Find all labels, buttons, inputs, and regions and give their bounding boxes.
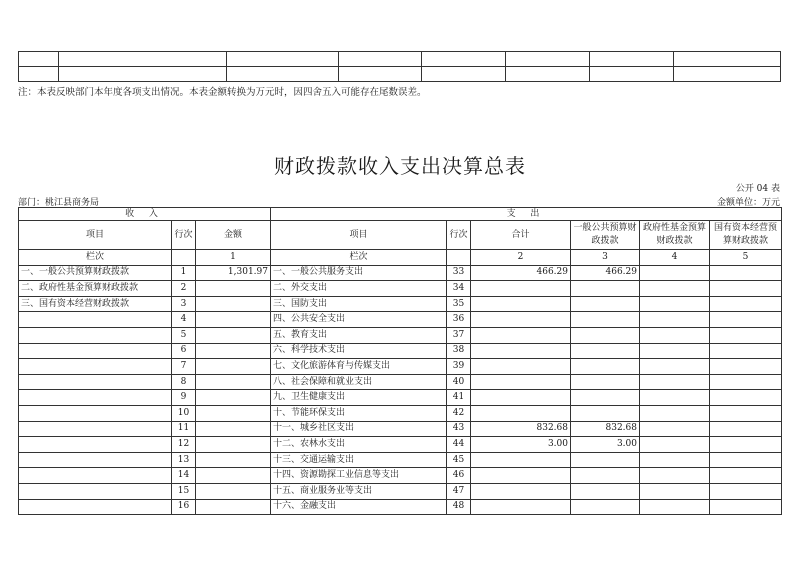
expense-item-cell: 十一、城乡社区支出 [271,421,447,437]
expense-item-cell: 十三、交通运输支出 [271,452,447,468]
form-code: 公开 04 表 [735,184,780,194]
general-budget-cell [571,327,640,343]
expense-line-cell: 42 [447,405,471,421]
general-budget-cell [571,483,640,499]
income-amount-cell [196,296,271,312]
table-row [19,359,782,375]
state-capital-cell [710,499,782,515]
expense-item-cell: 四、公共安全支出 [271,312,447,328]
table-note: 注：本表反映部门本年度各项支出情况。本表金额转换为万元时，因四舍五入可能存在尾数误差。 [18,87,427,98]
state-capital-cell [710,327,782,343]
income-item-cell: 三、国有资本经营财政拨款 [19,296,172,312]
table-row [19,281,782,297]
state-capital-cell [710,374,782,390]
income-amount-cell [196,437,271,453]
total-cell [471,327,571,343]
income-item-cell [19,405,172,421]
expense-item-cell: 三、国防支出 [271,296,447,312]
income-amount-cell [196,405,271,421]
table-row [19,483,782,499]
income-amount-cell [196,327,271,343]
government-fund-cell [640,312,710,328]
expense-line-cell: 45 [447,452,471,468]
income-amount-cell [196,312,271,328]
expense-line-cell: 44 [447,437,471,453]
header-amount: 金额 [196,221,271,250]
section-header-row [19,208,782,221]
total-cell [471,343,571,359]
state-capital-cell [710,421,782,437]
income-line-cell: 2 [172,281,196,297]
income-line-cell: 7 [172,359,196,375]
income-line-cell: 13 [172,452,196,468]
expense-item-cell: 五、教育支出 [271,327,447,343]
state-capital-cell [710,296,782,312]
state-capital-cell [710,468,782,484]
income-line-cell: 5 [172,327,196,343]
expense-line-cell: 36 [447,312,471,328]
state-capital-cell [710,265,782,281]
income-amount-cell [196,281,271,297]
income-item-cell [19,359,172,375]
income-line-cell: 11 [172,421,196,437]
income-line-cell: 16 [172,499,196,515]
total-cell [471,359,571,375]
income-line-cell: 15 [172,483,196,499]
state-capital-cell [710,359,782,375]
income-amount-cell [196,343,271,359]
income-item-cell [19,312,172,328]
table-row [19,452,782,468]
state-capital-cell [710,483,782,499]
header-total: 合计 [471,221,571,250]
income-amount-cell [196,359,271,375]
expense-line-cell: 39 [447,359,471,375]
income-amount-cell [196,452,271,468]
general-budget-cell [571,296,640,312]
state-capital-cell [710,281,782,297]
column-header-row [19,221,782,250]
income-item-cell: 二、政府性基金预算财政拨款 [19,281,172,297]
column-number-label-expense: 栏次 [271,250,447,266]
income-line-cell: 8 [172,374,196,390]
income-amount-cell [196,374,271,390]
state-capital-cell [710,312,782,328]
income-item-cell [19,499,172,515]
government-fund-cell [640,405,710,421]
column-number-4: 4 [640,250,710,266]
expense-line-cell: 48 [447,499,471,515]
table-row [19,312,782,328]
table-row [19,405,782,421]
expense-item-cell: 八、社会保障和就业支出 [271,374,447,390]
government-fund-cell [640,421,710,437]
header-line-expense: 行次 [447,221,471,250]
header-general-budget: 一般公共预算财政拨款 [571,221,640,250]
government-fund-cell [640,390,710,406]
table-row [19,52,781,67]
department-label: 部门：桃江县商务局 [18,198,100,208]
state-capital-cell [710,343,782,359]
government-fund-cell [640,483,710,499]
general-budget-cell [571,452,640,468]
income-amount-cell [196,390,271,406]
total-cell [471,405,571,421]
income-item-cell [19,374,172,390]
income-line-cell: 12 [172,437,196,453]
expense-item-cell: 十六、金融支出 [271,499,447,515]
income-line-cell: 4 [172,312,196,328]
income-line-cell: 9 [172,390,196,406]
government-fund-cell [640,468,710,484]
table-row [19,499,782,515]
expense-item-cell: 十、节能环保支出 [271,405,447,421]
total-cell [471,390,571,406]
government-fund-cell [640,452,710,468]
page-title: 财政拨款收入支出决算总表 [274,154,526,178]
income-line-cell: 1 [172,265,196,281]
income-item-cell [19,327,172,343]
header-item-expense: 项目 [271,221,447,250]
income-item-cell [19,483,172,499]
government-fund-cell [640,265,710,281]
table-row [19,343,782,359]
income-line-cell: 10 [172,405,196,421]
general-budget-cell [571,343,640,359]
expense-line-cell: 43 [447,421,471,437]
table-body [19,265,782,515]
government-fund-cell [640,437,710,453]
table-row [19,421,782,437]
header-government-fund: 政府性基金预算财政拨款 [640,221,710,250]
total-cell: 832.68 [471,421,571,437]
total-cell [471,468,571,484]
government-fund-cell [640,499,710,515]
income-amount-cell [196,483,271,499]
expense-line-cell: 41 [447,390,471,406]
general-budget-cell [571,281,640,297]
income-item-cell [19,468,172,484]
state-capital-cell [710,390,782,406]
expense-section-header: 支 出 [271,208,782,221]
income-item-cell [19,390,172,406]
previous-table-fragment [18,51,781,82]
government-fund-cell [640,296,710,312]
income-item-cell [19,452,172,468]
table-row [19,468,782,484]
general-budget-cell: 3.00 [571,437,640,453]
state-capital-cell [710,452,782,468]
general-budget-cell [571,405,640,421]
income-amount-cell: 1,301.97 [196,265,271,281]
expense-line-cell: 46 [447,468,471,484]
table-row [19,327,782,343]
total-cell: 466.29 [471,265,571,281]
expense-line-cell: 34 [447,281,471,297]
government-fund-cell [640,359,710,375]
expense-item-cell: 九、卫生健康支出 [271,390,447,406]
column-number-1: 1 [196,250,271,266]
header-line: 行次 [172,221,196,250]
government-fund-cell [640,327,710,343]
government-fund-cell [640,281,710,297]
general-budget-cell [571,374,640,390]
expense-item-cell: 一、一般公共服务支出 [271,265,447,281]
income-amount-cell [196,421,271,437]
total-cell [471,483,571,499]
general-budget-cell [571,312,640,328]
table-row [19,390,782,406]
total-cell [471,452,571,468]
column-number-5: 5 [710,250,782,266]
state-capital-cell [710,437,782,453]
column-number-label: 栏次 [19,250,172,266]
table-row [19,265,782,281]
table-row [19,374,782,390]
total-cell [471,499,571,515]
general-budget-cell [571,359,640,375]
table-row [19,437,782,453]
expense-item-cell: 十五、商业服务业等支出 [271,483,447,499]
total-cell [471,312,571,328]
total-cell [471,281,571,297]
income-item-cell [19,421,172,437]
income-line-cell: 6 [172,343,196,359]
general-budget-cell [571,390,640,406]
income-line-cell: 3 [172,296,196,312]
general-budget-cell [571,468,640,484]
general-budget-cell [571,499,640,515]
income-amount-cell [196,468,271,484]
expense-line-cell: 37 [447,327,471,343]
unit-label: 金额单位：万元 [716,198,780,208]
income-line-cell: 14 [172,468,196,484]
income-item-cell: 一、一般公共预算财政拨款 [19,265,172,281]
expense-line-cell: 38 [447,343,471,359]
column-number-3: 3 [571,250,640,266]
income-section-header: 收 入 [19,208,271,221]
header-item: 项目 [19,221,172,250]
government-fund-cell [640,374,710,390]
income-item-cell [19,343,172,359]
income-amount-cell [196,499,271,515]
expense-line-cell: 40 [447,374,471,390]
expense-item-cell: 七、文化旅游体育与传媒支出 [271,359,447,375]
fiscal-summary-table [18,207,782,515]
income-item-cell [19,437,172,453]
expense-item-cell: 六、科学技术支出 [271,343,447,359]
table-row [19,67,781,82]
header-state-capital: 国有资本经营预算财政拨款 [710,221,782,250]
state-capital-cell [710,405,782,421]
expense-item-cell: 二、外交支出 [271,281,447,297]
government-fund-cell [640,343,710,359]
table-row [19,296,782,312]
expense-item-cell: 十二、农林水支出 [271,437,447,453]
expense-line-cell: 47 [447,483,471,499]
column-number-2: 2 [471,250,571,266]
expense-line-cell: 33 [447,265,471,281]
general-budget-cell: 466.29 [571,265,640,281]
total-cell [471,374,571,390]
column-number-row [19,250,782,266]
total-cell: 3.00 [471,437,571,453]
general-budget-cell: 832.68 [571,421,640,437]
expense-item-cell: 十四、资源勘探工业信息等支出 [271,468,447,484]
total-cell [471,296,571,312]
expense-line-cell: 35 [447,296,471,312]
